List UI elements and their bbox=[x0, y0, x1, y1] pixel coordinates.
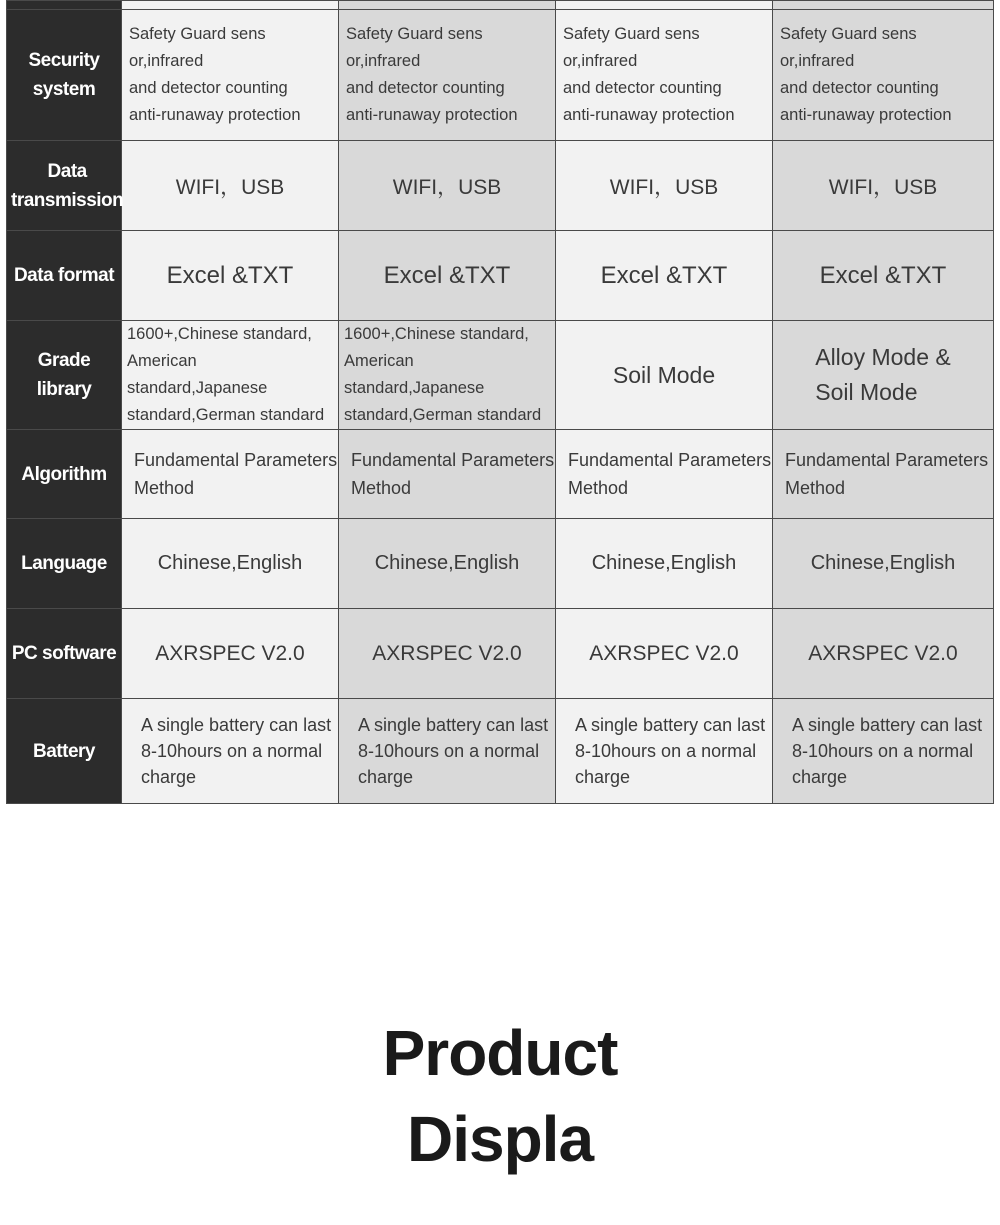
table-cell: Chinese,English bbox=[339, 519, 556, 609]
table-cell: 1600+,Chinese standard, American standard,Japanese standard,German standard bbox=[122, 321, 339, 430]
table-cell: Soil Mode bbox=[556, 321, 773, 430]
table-cell: 1600+,Chinese standard, American standard,Japanese standard,German standard bbox=[339, 321, 556, 430]
table-cell: A single battery can last 8-10hours on a normal charge bbox=[556, 699, 773, 804]
table-cell: AXRSPEC V2.0 bbox=[773, 609, 994, 699]
table-cell: A single battery can last 8-10hours on a normal charge bbox=[339, 699, 556, 804]
table-row-cut-off bbox=[7, 1, 994, 10]
table-row-data-format bbox=[7, 231, 994, 321]
table-cell: Safety Guard sens or,infrared and detector counting anti-runaway protection bbox=[556, 10, 773, 141]
table-cell: Excel &TXT bbox=[339, 231, 556, 321]
table-cell: Chinese,English bbox=[556, 519, 773, 609]
table-cell: WIFI，USB bbox=[122, 141, 339, 231]
table-cell: Excel &TXT bbox=[122, 231, 339, 321]
row-label-data-transmission: Data transmission bbox=[7, 141, 122, 231]
table-cell: AXRSPEC V2.0 bbox=[556, 609, 773, 699]
section-title-line-2: Displa bbox=[406, 1103, 594, 1175]
table-cell: Chinese,English bbox=[122, 519, 339, 609]
table-row-grade-library bbox=[7, 321, 994, 430]
table-cell: Safety Guard sens or,infrared and detector counting anti-runaway protection bbox=[773, 10, 994, 141]
table-cell: A single battery can last 8-10hours on a normal charge bbox=[122, 699, 339, 804]
table-row-algorithm bbox=[7, 430, 994, 519]
table-row-pc-software bbox=[7, 609, 994, 699]
table-cell: WIFI，USB bbox=[556, 141, 773, 231]
row-label-data-format: Data format bbox=[7, 231, 122, 321]
row-label-battery: Battery bbox=[7, 699, 122, 804]
row-label-security-system: Security system bbox=[7, 10, 122, 141]
table-cell: Safety Guard sens or,infrared and detector counting anti-runaway protection bbox=[339, 10, 556, 141]
table-cell: Fundamental Parameters Method bbox=[556, 430, 773, 519]
table-cell: WIFI，USB bbox=[339, 141, 556, 231]
section-title-line-1: Product bbox=[382, 1017, 618, 1089]
row-label-grade-library: Grade library bbox=[7, 321, 122, 430]
table-row-data-transmission bbox=[7, 141, 994, 231]
table-row-battery bbox=[7, 699, 994, 804]
row-label-pc-software: PC software bbox=[7, 609, 122, 699]
table-cell: Excel &TXT bbox=[773, 231, 994, 321]
table-cell: A single battery can last 8-10hours on a normal charge bbox=[773, 699, 994, 804]
row-label-cut-off bbox=[7, 1, 122, 10]
table-cell: WIFI，USB bbox=[773, 141, 994, 231]
table-cell: Fundamental Parameters Method bbox=[339, 430, 556, 519]
table-cell: Fundamental Parameters Method bbox=[122, 430, 339, 519]
table-cell: Excel &TXT bbox=[556, 231, 773, 321]
table-cell: AXRSPEC V2.0 bbox=[122, 609, 339, 699]
table-cell: Alloy Mode & Soil Mode bbox=[773, 321, 994, 430]
table-cell: Fundamental Parameters Method bbox=[773, 430, 994, 519]
table-cell: Safety Guard sens or,infrared and detector counting anti-runaway protection bbox=[122, 10, 339, 141]
table-row-language bbox=[7, 519, 994, 609]
table-row-security-system bbox=[7, 10, 994, 141]
spec-table bbox=[6, 0, 994, 804]
table-cell: Chinese,English bbox=[773, 519, 994, 609]
row-label-language: Language bbox=[7, 519, 122, 609]
table-cell: AXRSPEC V2.0 bbox=[339, 609, 556, 699]
row-label-algorithm: Algorithm bbox=[7, 430, 122, 519]
